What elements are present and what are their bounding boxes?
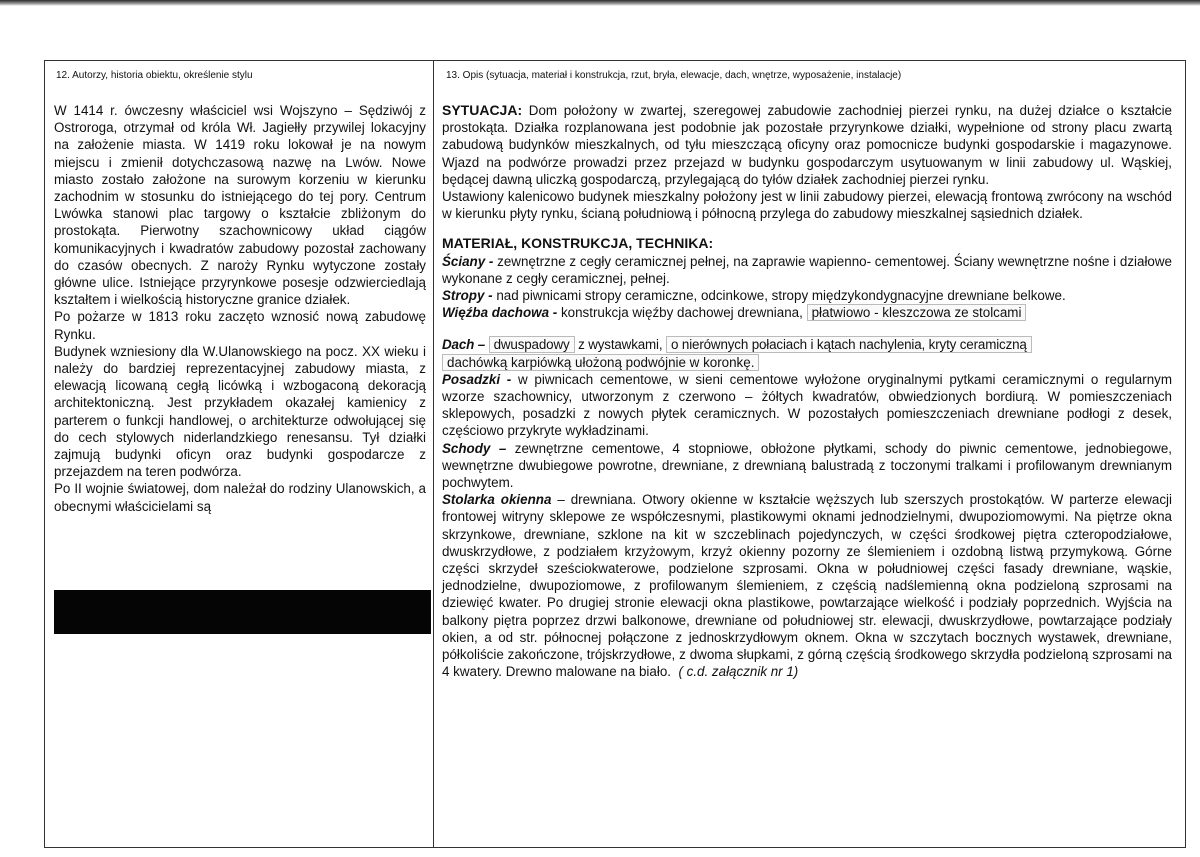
sciany-label: Ściany -: [442, 253, 494, 269]
history-text: [54, 102, 426, 515]
dach-paragraph: [442, 336, 1172, 353]
schody-label: Schody –: [442, 440, 507, 456]
history-column: [46, 62, 432, 846]
dach-box-2: o nierównych połaciach i kątach nachylenia, kryty ceramiczną: [666, 336, 1032, 353]
sytuacja-paragraph-2: Ustawiony kalenicowo budynek mieszkalny położony jest w linii zabudowy pierzei, elewacją frontową zwrócony na wschód w kierunku płyty rynku, ścianą południową i północną przylega do zabudowy mieszkalnej sąsiednich działek.: [442, 189, 1172, 222]
history-paragraph: Budynek wzniesiony dla W.Ulanowskiego na pocz. XX wieku i należy do bardziej reprezentacyjnej zabudowy miasta, z elewacją licowaną cegłą licówką i wzbogaconą dekoracją architektoniczną. Jest przykładem okazałej kamienicy z parterem o funkcji handlowej, o architekturze odwołującej się do cech stylowych niderlandzkiego renesansu. Tył działki zajmują budynki oficyn oraz budynki gospodarcze z przejazdem na teren podwórza.: [54, 343, 426, 480]
dach-label: Dach –: [442, 337, 486, 353]
sciany-text: zewnętrzne z cegły ceramicznej pełnej, na zaprawie wapienno- cementowej. Ściany wewnętrzne nośne i działowe wykonane z cegły ceramicznej, pełnej.: [442, 253, 1172, 286]
stolarka-label: Stolarka okienna: [442, 492, 552, 508]
stolarka-paragraph: [442, 491, 1172, 680]
wiezba-box: płatwiowo - kleszczowa ze stolcami: [807, 304, 1027, 321]
description-header: 13. Opis (sytuacja, materiał i konstrukcja, rzut, bryła, elewacje, dach, wnętrze, wyposażenie, instalacje): [446, 70, 902, 81]
description-text: [442, 102, 1172, 681]
schody-text: zewnętrzne cementowe, 4 stopniowe, obłożone płytkami, schody do piwnic cementowe, jednobiegowe, wewnętrzne dwubiegowe powrotne, drewniane, z drewnianą balustradą z toczonymi tralkami i profilowanym drewnianym pochwytem.: [442, 440, 1172, 491]
redaction-bar: [54, 590, 431, 634]
stropy-label: Stropy -: [442, 288, 493, 304]
column-divider: [433, 60, 434, 848]
stropy-paragraph: [442, 287, 1172, 304]
history-paragraph: Po II wojnie światowej, dom należał do rodziny Ulanowskich, a obecnymi właścicielami są: [54, 481, 426, 514]
wiezba-label: Więźba dachowa -: [442, 305, 558, 321]
stropy-text: nad piwnicami stropy ceramiczne, odcinkowe, stropy międzykondygnacyjne drewniane belkowe.: [492, 288, 1066, 304]
stolarka-text: – drewniana. Otwory okienne w kształcie węższych lub szerszych prostokątów. W parterze elewacji frontowej witryny sklepowe ze współczesnymi, plastikowymi oknami jednodzielnymi, dwupoziomowymi. Na piętrze okna skrzynkowe, drewniane, szklone na kit w szczeblinach pojedynczych, w części środkowej piętra czteropodziałowe, dwuskrzydłowe, z podziałem krzyżowym, krzyż okienny pozorny ze ślemieniem i ozdobną listwą przymykową. Górne części skrzydeł sześciokwaterowe, podzielone szprosami. Okna w południowej części fasady drewniane, wąskie, jednodzielne, dwupoziomowe, z profilowanym ślemieniem, z częścią nadślemienną okna podzieloną szprosami na dziewięć kwater. Po drugiej stronie elewacji okna plastikowe, powtarzające wielkość i podziały poprzednich. Wyjścia na balkony piętra poprzez drzwi balkonowe, drewniane od południowej str. elewacji, dwuskrzydłowe, powtarzające podziały okien, a od str. północnej połączone z jednoskrzydłowym oknem. Okna w szczytach bocznych wystawek, drewniane, półkoliście zakończone, trójskrzydłowe, z dwoma słupkami, z górną częścią środkowego skrzydła podzieloną szprosami na 4 kwatery. Drewno malowane na biało.: [442, 492, 1172, 680]
sytuacja-paragraph: [442, 102, 1172, 188]
material-heading: MATERIAŁ, KONSTRUKCJA, TECHNIKA:: [442, 235, 714, 252]
history-paragraph: Po pożarze w 1813 roku zaczęto wznosić nową zabudowę Rynku.: [54, 309, 426, 342]
dach-box-1: dwuspadowy: [489, 336, 575, 353]
dach-text: z wystawkami,: [574, 337, 663, 353]
scan-edge: [0, 0, 1200, 6]
description-column: [436, 62, 1184, 846]
history-header: 12. Autorzy, historia obiektu, określenie stylu: [56, 70, 253, 81]
wiezba-paragraph: [442, 304, 1172, 321]
wiezba-text: konstrukcja więźby dachowej drewniana,: [557, 305, 803, 321]
schody-paragraph: [442, 440, 1172, 492]
continuation-note: ( c.d. załącznik nr 1): [678, 664, 799, 680]
posadzki-text: w piwnicach cementowe, w sieni cementowe wyłożone oryginalnymi pytkami ceramicznymi o regularnym wzorze szachownicy, utworzonym z czerwono – żółtych kwadratów, obwiedzionych bordiurą. W pomieszczeniach sklepowych, posadzki z nowych płytek ceramicznych. W pozostałych pomieszczeniach drewniane podłogi z desek, częściowo przykryte wykładzinami.: [442, 371, 1172, 439]
posadzki-label: Posadzki -: [442, 371, 512, 387]
sciany-paragraph: [442, 253, 1172, 287]
sytuacja-text: Dom położony w zwartej, szeregowej zabudowie zachodniej pierzei rynku, na dużej działce o kształcie prostokąta. Działka rozplanowana jest podobnie jak pozostałe przyrynkowe działki, wypełnione od strony placu zwartą zabudową budynków mieszkalnych, od tyłu mieszczącą oficyny oraz pomocnicze budynki gospodarskie i magazynowe. Wjazd na podwórze prowadzi przez przejazd w budynku gospodarczym usytuowanym w linii zabudowy ul. Wąskiej, będącej dawną uliczką gospodarczą, przylegającą do tyłów działek zachodniej pierzei rynku.: [442, 103, 1172, 187]
history-paragraph: W 1414 r. ówczesny właściciel wsi Wojszyno – Sędziwój z Ostroroga, otrzymał od króla Wł. Jagiełły przywilej lokacyjny na założenie miasta. W 1419 roku lokował je na nowym miejscu i zmienił dotychczasową nazwę na Lwów. Nowe miasto zostało założone na surowym korzeniu w kierunku zachodnim w stosunku do istniejącego do tej pory. Centrum Lwówka stanowi plac targowy o kształcie zbliżonym do prostokąta. Pierwotny szachownicowy układ ciągów komunikacyjnych i kwadratów zabudowy pozostał zachowany do czasów obecnych. Z naroży Rynku wytyczone zostały główne ulice. Istniejące przyrynkowe posesje odzwierciedlają kształtem i wielkością historyczne granice działek.: [54, 103, 426, 308]
dach-box-3: dachówką karpiówką ułożoną podwójnie w koronkę.: [442, 354, 759, 371]
dach-paragraph-2: [442, 354, 1172, 371]
posadzki-paragraph: [442, 371, 1172, 440]
sytuacja-label: SYTUACJA:: [442, 102, 523, 118]
